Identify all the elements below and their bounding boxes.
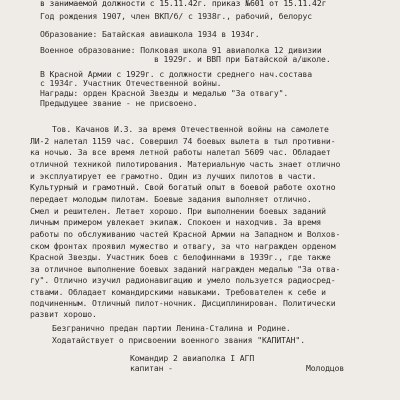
header-line-6: В Красной Армии с 1929г. с должности среднего нач.состава [40,69,313,79]
signature-name: Молодцов [306,363,345,373]
body-line-9: личным примером увлекает экипаж. Спокоен и находчив. За время [30,217,322,227]
body-line-2: ЛИ-2 налетал 1159 час. Совершил 74 боевых вылета в тыл противни- [30,136,336,146]
body-line-11: ском фронтах проявил мужество и отвагу, за что награжден орденом [30,241,336,251]
body-line-12: Красной Звезды. Участник боев с белофиннами в 1939г., где также [30,252,331,262]
signature-title: Командир 2 авиаполка I АГП [130,353,255,363]
body-line-19: Ходатайствует о присвоении военного звания "КАПИТАН". [52,335,305,345]
body-line-1: Тов. Качанов И.З. за время Отечественной войны на самолете [52,124,329,134]
body-line-4: отличной техникой пилотирования. Материальную часть знает отлично [30,159,341,169]
body-line-6: Культурный и грамотный. Свой богатый опыт в боевой работе охотно [30,182,336,192]
body-line-10: работы по обслуживанию частей Красной Армии на Западном и Волхов- [30,229,341,239]
header-line-7: с 1934г. Участник Отечественной войны. [40,78,222,88]
body-line-13: за отличное выполнение боевых заданий награжден медалью "За отва- [30,264,341,274]
header-line-5: в 1929г. и ВВП при Батайской а/школе. [154,54,331,64]
body-line-8: Смел и решителен. Летает хорошо. При выполнении боевых заданий [30,206,326,216]
body-line-3: ка ночью. За все время летной работы налетал 5609 час. Обладает [30,147,331,157]
body-line-16: подчиненным. Отличный пилот-ночник. Дисциплинирован. Политически [30,298,336,308]
body-line-15: ствами. Обладает командирскими навыками. Требователен к себе и [30,287,326,297]
body-line-14: гу". Отлично изучил радионавигацию и умело пользуется радиосред- [30,275,336,285]
body-line-5: и эксплуатирует ее грамотно. Один из лучших пилотов в части. [30,171,317,181]
header-line-8: Награды: орден Красной Звезды и медалью "За отвагу". [40,88,289,98]
header-line-4: Военное образование: Полковая школа 91 авиаполка 12 дивизии [40,45,322,55]
header-line-1: в занимаемой должности с 15.11.42г. приказ №601 от 15.11.42г [40,0,327,8]
body-line-18: Безгранично предан партии Ленина-Сталина и Родине. [52,323,291,333]
body-line-17: развит хорошо. [30,309,97,319]
header-line-9: Предыдущее звание - не присвоено. [40,98,198,108]
header-line-2: Год рождения 1907, член ВКП/б/ с 1938г., рабочий, белорус [40,11,313,21]
body-line-7: передает молодым пилотам. Боевые задания выполняет отлично. [30,194,312,204]
header-line-3: Образование: Батайская авиашкола 1934 в 1934г. [40,29,260,39]
signature-rank: капитан - [130,363,173,373]
